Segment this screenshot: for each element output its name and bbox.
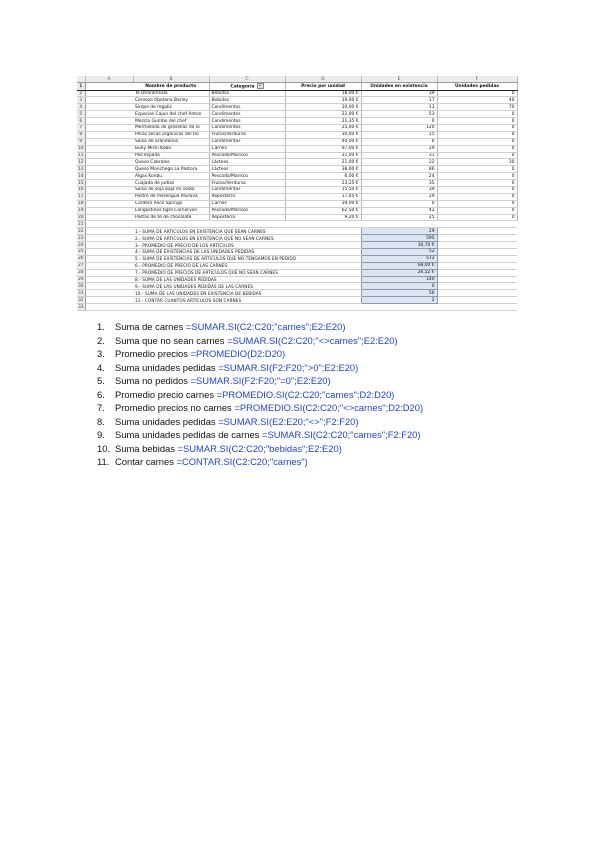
summary-result[interactable]: 0 <box>361 283 437 290</box>
ordered-cell[interactable]: 0 <box>437 138 517 145</box>
product-name-cell[interactable]: Buey Mishi Kobe <box>133 145 209 152</box>
category-cell[interactable]: Bebidas <box>209 90 285 97</box>
cell[interactable] <box>285 221 361 228</box>
formula-number: 3. <box>97 348 105 359</box>
price-cell[interactable]: 9,20 € <box>285 214 361 221</box>
ordered-cell[interactable]: 0 <box>437 180 517 187</box>
price-cell[interactable]: 31,00 € <box>285 152 361 159</box>
formula-expression: =CONTAR.SI(C2:C20;"carnes") <box>176 456 308 467</box>
table-row <box>77 193 517 200</box>
cell[interactable] <box>85 214 133 221</box>
product-name-cell[interactable]: Cordero Alice Springs <box>133 200 209 207</box>
ordered-cell[interactable]: 0 <box>437 124 517 131</box>
formula-label: Suma unidades pedidas <box>115 361 219 373</box>
stock-cell[interactable]: 120 <box>361 124 437 131</box>
formula-number: 11. <box>97 456 110 467</box>
cell[interactable] <box>85 104 133 111</box>
category-cell[interactable]: Lácteos <box>209 159 285 166</box>
cell[interactable] <box>209 221 285 228</box>
summary-result[interactable]: 52 <box>361 248 437 255</box>
category-cell[interactable]: Pescado/Marisco <box>209 207 285 214</box>
price-cell[interactable]: 39,00 € <box>285 200 361 207</box>
product-name-cell[interactable]: Pastas de té de chocolate <box>133 214 209 221</box>
row-number[interactable]: 22 <box>77 228 84 234</box>
cell[interactable] <box>85 111 133 118</box>
stock-cell[interactable]: 29 <box>361 145 437 152</box>
cell[interactable] <box>85 242 133 249</box>
stock-cell[interactable]: 15 <box>361 131 437 138</box>
cell[interactable] <box>437 228 517 235</box>
cell[interactable] <box>85 221 133 228</box>
row-number[interactable]: 21 <box>77 221 84 227</box>
empty-row <box>77 304 517 311</box>
cell[interactable] <box>85 97 133 104</box>
table-row <box>77 166 517 173</box>
formula-label: Suma unidades pedidas <box>115 415 219 427</box>
formula-item <box>97 401 423 415</box>
cell[interactable] <box>437 297 517 304</box>
product-name-cell[interactable]: Queso Manchego La Pastora <box>133 166 209 173</box>
row-number[interactable]: 6 <box>77 118 85 125</box>
formula-number: 7. <box>97 402 105 413</box>
category-cell[interactable]: Repostería <box>209 214 285 221</box>
row-number[interactable]: 4 <box>77 104 85 111</box>
formula-number: 10. <box>97 442 111 454</box>
cell[interactable] <box>85 124 133 131</box>
price-cell[interactable]: 21,00 € <box>285 159 361 166</box>
summary-row <box>77 297 517 304</box>
category-cell[interactable]: Frutas/Verduras <box>209 131 285 138</box>
formula-item <box>97 347 423 361</box>
cell[interactable] <box>285 304 361 311</box>
table-row <box>77 111 517 118</box>
formula-number: 8. <box>97 415 105 427</box>
formula-list <box>97 320 423 469</box>
product-name-cell[interactable]: Queso Cabrales <box>133 159 209 166</box>
row-number[interactable]: 17 <box>77 194 84 200</box>
formula-item <box>97 361 423 375</box>
table-row <box>77 159 517 166</box>
product-name-cell[interactable]: Sirope de regaliz <box>133 104 209 111</box>
row-number[interactable]: 27 <box>77 263 84 269</box>
formula-label: Promedio precios <box>115 348 191 359</box>
row-number[interactable]: 7 <box>77 124 85 131</box>
formula-number: 2. <box>97 334 105 346</box>
cell[interactable] <box>85 186 133 193</box>
formula-expression: =SUMAR.SI(C2:C20;"bebidas";E2:E20) <box>177 442 342 454</box>
formula-expression: =SUMAR.SI(C2:C20;"carnes";E2:E20) <box>185 321 346 332</box>
header-category-label: Categoría <box>230 84 255 90</box>
row-number[interactable]: 18 <box>77 201 84 207</box>
header-units-ordered[interactable]: Unidades pedidas <box>437 83 517 91</box>
category-cell[interactable]: Frutas/Verduras <box>209 180 285 187</box>
category-cell[interactable]: Pescado/Marisco <box>209 152 285 159</box>
product-name-cell[interactable]: Especias Cajun del chef Anton <box>133 111 209 118</box>
price-cell[interactable]: 40,00 € <box>285 138 361 145</box>
row-number[interactable]: 28 <box>77 270 84 276</box>
price-cell[interactable]: 6,00 € <box>285 173 361 180</box>
cell[interactable] <box>85 304 133 311</box>
ordered-cell[interactable]: 0 <box>437 173 517 180</box>
formula-expression: =PROMEDIO.SI(C2:C20;"<>carnes";D2:D20) <box>234 402 424 413</box>
stock-cell[interactable]: 31 <box>361 152 437 159</box>
table-row <box>77 124 517 131</box>
ordered-cell[interactable]: 0 <box>437 145 517 152</box>
summary-label[interactable]: 5.- SUMA DE EXISTENCIAS DE ARTICULOS QUE NO TENGAMOS EN PEDIDO <box>133 255 361 262</box>
formula-number: 5. <box>97 375 105 386</box>
summary-row <box>77 269 517 276</box>
ordered-cell[interactable]: 40 <box>437 97 517 104</box>
table-header-row <box>77 83 517 91</box>
summary-result[interactable]: 140 <box>361 276 437 283</box>
table-row <box>77 131 517 138</box>
stock-cell[interactable]: 35 <box>361 180 437 187</box>
ordered-cell[interactable]: 0 <box>437 193 517 200</box>
category-cell[interactable]: Condimentos <box>209 111 285 118</box>
cell[interactable] <box>437 262 517 269</box>
formula-number: 4. <box>97 361 105 373</box>
product-name-cell[interactable]: Té Dharamsala <box>133 90 209 97</box>
ordered-cell[interactable]: 0 <box>437 207 517 214</box>
product-name-cell[interactable]: Salsa de arándanos <box>133 138 209 145</box>
stock-cell[interactable]: 53 <box>361 111 437 118</box>
ordered-cell[interactable]: 0 <box>437 152 517 159</box>
stock-cell[interactable]: 0 <box>361 118 437 125</box>
formula-label: Suma unidades pedidas de carnes <box>115 429 262 440</box>
formula-number: 1. <box>97 321 105 332</box>
category-cell[interactable]: Carnes <box>209 145 285 152</box>
cell[interactable] <box>209 304 285 311</box>
stock-cell[interactable]: 25 <box>361 214 437 221</box>
cell[interactable] <box>437 255 517 262</box>
summary-label[interactable]: 10.- SUMA DE LAS UNIDADES EN EXISTENCIA DE BEBIDAS <box>133 290 361 297</box>
table-row <box>77 90 517 97</box>
row-number[interactable]: 3 <box>77 97 85 104</box>
row-number[interactable]: 30 <box>77 283 84 289</box>
summary-result[interactable]: 30,70 € <box>361 242 437 249</box>
summary-label[interactable]: 11.- CONTAR CUANTOS ARTICULOS SON CARNES <box>133 297 361 304</box>
price-cell[interactable]: 62,50 € <box>285 207 361 214</box>
stock-cell[interactable]: 39 <box>361 186 437 193</box>
table-row <box>77 118 517 125</box>
row-number[interactable]: 9 <box>77 138 85 145</box>
row-number[interactable]: 14 <box>77 173 84 179</box>
product-name-cell[interactable]: Cerveza tibetana Barley <box>133 97 209 104</box>
price-cell[interactable]: 18,00 € <box>285 90 361 97</box>
cell[interactable] <box>85 138 133 145</box>
row-number[interactable]: 31 <box>77 290 84 296</box>
cell[interactable] <box>85 193 133 200</box>
empty-row <box>77 221 517 228</box>
formula-label: Suma no pedidos <box>115 375 191 386</box>
row-number[interactable]: 19 <box>77 208 84 214</box>
category-cell[interactable]: Pescado/Marisco <box>209 173 285 180</box>
cell[interactable] <box>437 276 517 283</box>
stock-cell[interactable]: 0 <box>361 200 437 207</box>
column-header-c[interactable]: C <box>209 76 285 83</box>
summary-row <box>77 242 517 249</box>
table-row <box>77 214 517 221</box>
row-number[interactable]: 12 <box>77 159 84 165</box>
ordered-cell[interactable]: 0 <box>437 111 517 118</box>
table-row <box>77 145 517 152</box>
ordered-cell[interactable]: 0 <box>437 214 517 221</box>
cell[interactable] <box>85 131 133 138</box>
summary-row <box>77 228 517 235</box>
formula-label: Suma que no sean carnes <box>115 334 228 346</box>
header-unit-price[interactable]: Precio por unidad <box>285 83 361 91</box>
price-cell[interactable]: 15,50 € <box>285 186 361 193</box>
cell[interactable] <box>437 269 517 276</box>
cell[interactable] <box>437 290 517 297</box>
formula-label: Promedio precio carnes <box>115 388 217 400</box>
row-number[interactable]: 20 <box>77 214 84 220</box>
spreadsheet <box>77 76 517 311</box>
row-number[interactable]: 24 <box>77 242 84 248</box>
product-name-cell[interactable]: Peras secas orgánicas del tío <box>133 131 209 138</box>
formula-label: Promedio precios no carnes <box>115 402 235 413</box>
table-row <box>77 97 517 104</box>
category-cell[interactable]: Lácteos <box>209 166 285 173</box>
stock-cell[interactable]: 22 <box>361 159 437 166</box>
table-row <box>77 138 517 145</box>
summary-label[interactable]: 6.- PROMEDIO DE PRECIO DE LAS CARNES <box>133 262 361 269</box>
stock-cell[interactable]: 39 <box>361 90 437 97</box>
column-header-b[interactable]: B <box>133 76 209 83</box>
formula-label: Suma de carnes <box>115 321 186 332</box>
formula-expression: =SUMAR.SI(F2:F20;"=0";E2:E20) <box>190 375 331 386</box>
row-number[interactable]: 11 <box>77 152 84 158</box>
column-header-a[interactable]: A <box>85 76 133 83</box>
cell[interactable] <box>437 235 517 242</box>
formula-item <box>97 334 423 348</box>
cell[interactable] <box>437 283 517 290</box>
formula-label: Suma bebidas <box>115 442 178 454</box>
formula-item <box>97 415 423 429</box>
summary-label[interactable]: 9.- SUMA DE LAS UNIDADES PEDIDAS DE LAS CARNES <box>133 283 361 290</box>
row-number[interactable]: 10 <box>77 146 84 152</box>
row-number[interactable]: 26 <box>77 256 84 262</box>
header-units-in-stock[interactable]: Unidades en existencia <box>361 83 437 91</box>
filter-dropdown-icon[interactable] <box>257 83 264 89</box>
formula-item <box>97 442 423 456</box>
cell[interactable] <box>133 221 209 228</box>
ordered-cell[interactable]: 30 <box>437 159 517 166</box>
summary-label[interactable]: 3.- PROMEDIO DE PRECIO DE LOS ARTICULOS <box>133 242 361 249</box>
cell[interactable] <box>85 248 133 255</box>
price-cell[interactable]: 97,00 € <box>285 145 361 152</box>
cell[interactable] <box>85 255 133 262</box>
summary-row <box>77 283 517 290</box>
product-name-cell[interactable]: Mermelada de grosellas de la <box>133 124 209 131</box>
summary-label[interactable]: 2.- SUMA DE ARTICULOS EN EXISTENCIA QUE NO SEAN CARNES <box>133 235 361 242</box>
summary-label[interactable]: 1.- SUMA DE ARTICULOS EN EXISTENCIA QUE SEAN CARNES <box>133 228 361 235</box>
category-cell[interactable]: Carnes <box>209 200 285 207</box>
formula-label: Contar carnes <box>115 456 177 467</box>
ordered-cell[interactable]: 0 <box>437 118 517 125</box>
cell[interactable] <box>85 297 133 304</box>
price-cell[interactable]: 21,35 € <box>285 118 361 125</box>
summary-label[interactable]: 7.- PROMEDIO DE PRECIOS DE ARTICULOS QUE NO SEAN CARNES <box>133 269 361 276</box>
cell[interactable] <box>85 83 133 91</box>
row-number[interactable]: 23 <box>77 235 84 241</box>
cell[interactable] <box>85 90 133 97</box>
stock-cell[interactable]: 29 <box>361 193 437 200</box>
price-cell[interactable]: 30,00 € <box>285 131 361 138</box>
row-number[interactable]: 1 <box>77 83 85 91</box>
cell[interactable] <box>437 221 517 228</box>
price-cell[interactable]: 22,00 € <box>285 111 361 118</box>
price-cell[interactable]: 23,25 € <box>285 180 361 187</box>
ordered-cell[interactable]: 0 <box>437 90 517 97</box>
summary-row <box>77 248 517 255</box>
summary-result[interactable]: 2 <box>361 297 437 304</box>
cell[interactable] <box>85 166 133 173</box>
product-name-cell[interactable]: Langostinos tigre Carnarvon <box>133 207 209 214</box>
row-number[interactable]: 15 <box>77 180 84 186</box>
formula-number: 6. <box>97 388 105 400</box>
row-number[interactable]: 16 <box>77 187 84 193</box>
formula-item <box>97 374 423 388</box>
category-cell[interactable]: Repostería <box>209 193 285 200</box>
row-number[interactable]: 33 <box>77 304 84 310</box>
ordered-cell[interactable]: 0 <box>437 131 517 138</box>
column-header-d[interactable]: D <box>285 76 361 83</box>
table-row <box>77 200 517 207</box>
price-cell[interactable]: 38,00 € <box>285 166 361 173</box>
table-row <box>77 152 517 159</box>
formula-number: 9. <box>97 429 105 440</box>
cell[interactable] <box>85 228 133 235</box>
table-row <box>77 104 517 111</box>
product-name-cell[interactable]: Postre de merengue Pavlova <box>133 193 209 200</box>
table-row <box>77 173 517 180</box>
row-number[interactable]: 5 <box>77 111 85 118</box>
ordered-cell[interactable]: 0 <box>437 166 517 173</box>
row-number[interactable]: 32 <box>77 297 84 303</box>
row-number[interactable]: 2 <box>77 90 85 97</box>
stock-cell[interactable]: 86 <box>361 166 437 173</box>
ordered-cell[interactable]: 70 <box>437 104 517 111</box>
ordered-cell[interactable]: 0 <box>437 200 517 207</box>
cell[interactable] <box>85 290 133 297</box>
summary-row <box>77 235 517 242</box>
row-number[interactable]: 25 <box>77 249 84 255</box>
category-cell[interactable]: Bebidas <box>209 97 285 104</box>
cell[interactable] <box>437 304 517 311</box>
cell[interactable] <box>361 221 437 228</box>
cell[interactable] <box>437 242 517 249</box>
cell[interactable] <box>85 269 133 276</box>
header-category[interactable] <box>209 83 285 91</box>
summary-label[interactable]: 4.- SUMA DE EXISTENCIAS DE LAS UNIDADES PEDIDAS <box>133 248 361 255</box>
category-cell[interactable]: Condimentos <box>209 118 285 125</box>
cell[interactable] <box>85 276 133 283</box>
category-cell[interactable]: Condimentos <box>209 186 285 193</box>
row-number[interactable]: 29 <box>77 276 84 282</box>
summary-row <box>77 276 517 283</box>
cell[interactable] <box>85 159 133 166</box>
formula-expression: =SUMAR.SI(C2:C20;"<>carnes";E2:E20) <box>227 334 398 346</box>
cell[interactable] <box>85 152 133 159</box>
formula-expression: =SUMAR.SI(F2:F20;">0";E2:E20) <box>218 361 359 373</box>
formula-expression: =PROMEDIO(D2:D20) <box>190 348 286 359</box>
table-row <box>77 180 517 187</box>
column-header-f[interactable]: F <box>437 76 517 83</box>
row-number[interactable]: 13 <box>77 166 84 172</box>
summary-result[interactable]: 26,52 € <box>361 269 437 276</box>
summary-row <box>77 262 517 269</box>
cell[interactable] <box>85 180 133 187</box>
price-cell[interactable]: 10,00 € <box>285 104 361 111</box>
formula-item <box>97 455 423 469</box>
formula-expression: =SUMAR.SI(E2:E20;"<>";F2:F20) <box>218 415 359 427</box>
cell[interactable] <box>437 248 517 255</box>
formula-item <box>97 388 423 402</box>
spreadsheet-grid <box>77 76 518 311</box>
formula-item <box>97 320 423 334</box>
summary-result[interactable]: 68,00 € <box>361 262 437 269</box>
summary-row <box>77 290 517 297</box>
summary-label[interactable]: 8.- SUMA DE LAS UNIDADES PEDIDAS <box>133 276 361 283</box>
summary-result[interactable]: 572 <box>361 255 437 262</box>
stock-cell[interactable]: 6 <box>361 138 437 145</box>
row-number[interactable]: 8 <box>77 131 85 138</box>
table-row <box>77 186 517 193</box>
cell[interactable] <box>361 304 437 311</box>
summary-row <box>77 255 517 262</box>
price-cell[interactable]: 25,00 € <box>285 124 361 131</box>
cell[interactable] <box>133 304 209 311</box>
product-name-cell[interactable]: Pez espada <box>133 152 209 159</box>
stock-cell[interactable]: 17 <box>361 97 437 104</box>
cell[interactable] <box>85 200 133 207</box>
category-cell[interactable]: Condimentos <box>209 104 285 111</box>
summary-result[interactable]: 29 <box>361 228 437 235</box>
cell[interactable] <box>85 145 133 152</box>
stock-cell[interactable]: 13 <box>361 104 437 111</box>
stock-cell[interactable]: 42 <box>361 207 437 214</box>
summary-result[interactable]: 56 <box>361 290 437 297</box>
category-cell[interactable]: Condimentos <box>209 138 285 145</box>
ordered-cell[interactable]: 0 <box>437 186 517 193</box>
product-name-cell[interactable]: Salsa de soja baja en sodio <box>133 186 209 193</box>
summary-result[interactable]: 595 <box>361 235 437 242</box>
formula-expression: =SUMAR.SI(C2:C20;"carnes";F2:F20) <box>261 429 421 440</box>
cell[interactable] <box>85 118 133 125</box>
cell[interactable] <box>85 207 133 214</box>
column-header-e[interactable]: E <box>361 76 437 83</box>
formula-item <box>97 428 423 442</box>
price-cell[interactable]: 19,00 € <box>285 97 361 104</box>
product-name-cell[interactable]: Mezcla Gumbo del chef <box>133 118 209 125</box>
price-cell[interactable]: 17,45 € <box>285 193 361 200</box>
stock-cell[interactable]: 24 <box>361 173 437 180</box>
table-row <box>77 207 517 214</box>
formula-expression: =PROMEDIO.SI(C2:C20;"carnes";D2:D20) <box>216 388 395 400</box>
product-name-cell[interactable]: Cuajada de judías <box>133 180 209 187</box>
cell[interactable] <box>85 173 133 180</box>
product-name-cell[interactable]: Algas Konbu <box>133 173 209 180</box>
cell[interactable] <box>85 262 133 269</box>
cell[interactable] <box>85 283 133 290</box>
header-product-name[interactable]: Nombre de producto <box>133 83 209 91</box>
category-cell[interactable]: Condimentos <box>209 124 285 131</box>
cell[interactable] <box>85 235 133 242</box>
